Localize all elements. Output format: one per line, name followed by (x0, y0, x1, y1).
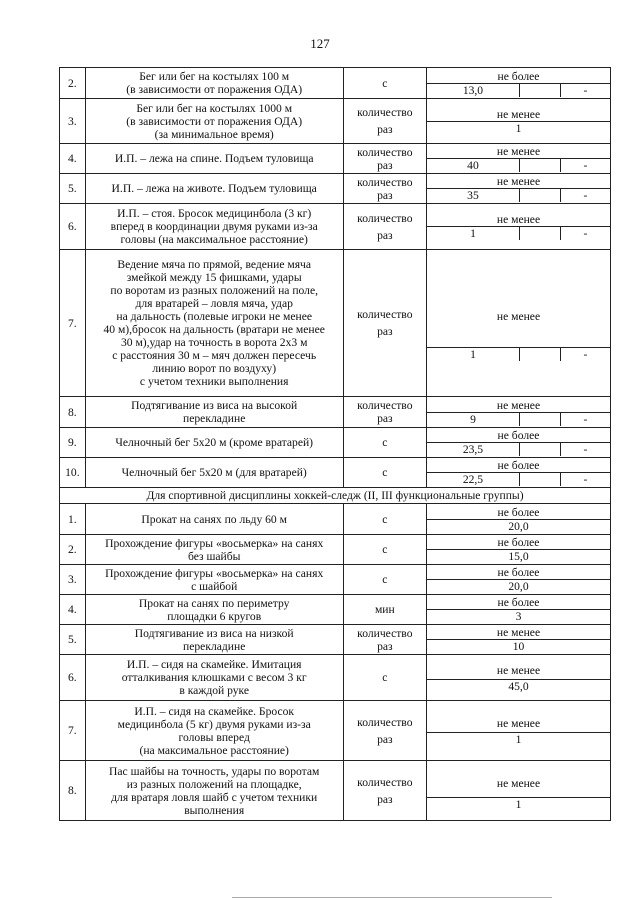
exercise-line: Подтягивание из виса на высокой (131, 399, 298, 412)
unit-cell (343, 535, 426, 565)
unit-line: с (382, 76, 388, 90)
norm-value-3: - (583, 473, 588, 486)
exercise-line: по воротам из разных положений на поле, (110, 284, 318, 297)
unit-cell (343, 701, 426, 761)
norm-cell (426, 428, 610, 458)
norm-value: 3 (515, 610, 522, 623)
exercise-line: Ведение мяча по прямой, ведение мяча (117, 258, 312, 271)
unit-cell (343, 655, 426, 701)
norm-cell (426, 701, 610, 761)
unit-cell (343, 761, 426, 821)
exercise-line: И.П. – стоя. Бросок медицинбола (3 кг) (117, 207, 312, 220)
norm-value: 13,0 (427, 84, 520, 97)
row-number: 5. (60, 174, 86, 204)
unit-cell (343, 99, 426, 144)
row-number: 6. (60, 204, 86, 250)
section-title: Для спортивной дисциплины хоккей-следж (II, III функциональные группы) (60, 488, 611, 504)
exercise-line: змейкой между 15 фишками, удары (126, 271, 302, 284)
norm-value: 20,0 (508, 580, 529, 593)
unit-line: с (382, 543, 388, 556)
table-row (60, 655, 611, 701)
exercise-line: Бег или бег на костылях 100 м (139, 70, 290, 83)
unit-cell (343, 250, 426, 397)
exercise-name (85, 144, 343, 174)
exercise-line: И.П. – лежа на животе. Подъем туловища (111, 182, 317, 195)
row-number: 2. (60, 68, 86, 99)
unit-line: количество (357, 626, 413, 640)
exercise-name (85, 565, 343, 595)
norm-value-3: - (583, 159, 588, 172)
table-row (60, 625, 611, 655)
exercise-name (85, 595, 343, 625)
norm-value-2 (520, 348, 561, 361)
row-number: 9. (60, 428, 86, 458)
unit-cell (343, 397, 426, 428)
criterion-label: не менее (427, 626, 610, 640)
table-row (60, 761, 611, 821)
norm-value: 20,0 (508, 519, 529, 533)
unit-line: с (382, 573, 388, 586)
norm-cell (426, 144, 610, 174)
norm-value: 45,0 (508, 680, 529, 693)
criterion-label: не менее (427, 662, 610, 680)
unit-line: количество (357, 211, 413, 225)
norm-value: 23,5 (427, 443, 520, 456)
criterion-label: не менее (427, 715, 610, 733)
exercise-line: с расстояния 30 м – мяч должен пересечь (112, 349, 317, 362)
norm-value-3: - (583, 443, 588, 456)
exercise-line: Челночный бег 5х20 м (для вратарей) (121, 466, 307, 479)
unit-line: количество (357, 775, 413, 789)
unit-line: раз (377, 639, 393, 653)
norm-value-2 (520, 227, 561, 240)
criterion-label: не менее (427, 145, 610, 159)
table-row (60, 535, 611, 565)
unit-line: количество (357, 715, 413, 729)
norm-value-3: - (583, 412, 588, 426)
norm-value: 1 (427, 227, 520, 240)
exercise-line: медицинбола (5 кг) двумя руками из-за (117, 717, 311, 731)
table-row (60, 428, 611, 458)
exercise-line: из разных положений на площадке, (126, 777, 302, 791)
section-row (60, 488, 611, 504)
exercise-line: (за минимальное время) (154, 127, 274, 141)
row-number: 7. (60, 250, 86, 397)
exercise-line: линию ворот по воздуху) (152, 362, 277, 375)
norm-value: 22,5 (427, 473, 520, 486)
exercise-line: перекладине (183, 639, 246, 653)
exercise-name (85, 535, 343, 565)
exercise-name (85, 250, 343, 397)
exercise-name (85, 174, 343, 204)
norm-cell (426, 397, 610, 428)
row-number: 2. (60, 535, 86, 565)
exercise-line: с шайбой (191, 579, 238, 593)
unit-line: с (382, 671, 388, 684)
row-number: 4. (60, 595, 86, 625)
norm-cell (426, 458, 610, 488)
exercise-line: Прокат на санях по льду 60 м (141, 512, 287, 526)
criterion-label: не менее (427, 175, 610, 189)
unit-line: мин (374, 603, 395, 616)
norm-value: 15,0 (508, 550, 529, 563)
norm-cell (426, 204, 610, 250)
row-number: 8. (60, 761, 86, 821)
norm-value: 9 (427, 413, 520, 426)
norm-value-2 (520, 443, 561, 456)
exercise-line: с учетом техники выполнения (139, 375, 289, 388)
table-row (60, 144, 611, 174)
exercise-line: головы вперед (178, 730, 250, 744)
unit-line: раз (377, 123, 393, 136)
exercise-name (85, 655, 343, 701)
unit-cell (343, 595, 426, 625)
unit-line: количество (357, 308, 413, 321)
exercise-name (85, 761, 343, 821)
unit-line: с (382, 512, 388, 526)
norm-cell (426, 99, 610, 144)
exercise-line: перекладине (183, 412, 246, 425)
row-number: 4. (60, 144, 86, 174)
exercise-line: Пас шайбы на точность, удары по воротам (109, 764, 320, 778)
exercise-line: Бег или бег на костылях 1000 м (136, 101, 293, 115)
norm-value-2 (520, 413, 561, 426)
exercise-line: отталкивания клюшками с весом 3 кг (121, 671, 307, 684)
exercise-line: для вратаря ловля шайб с учетом техники (111, 790, 318, 804)
page-number: 127 (310, 36, 330, 51)
exercise-name (85, 68, 343, 99)
exercise-line: 30 м),удар на точность в ворота 2х3 м (120, 336, 308, 349)
table-row (60, 204, 611, 250)
unit-line: раз (377, 732, 393, 746)
exercise-line: Челночный бег 5х20 м (кроме вратарей) (115, 436, 314, 449)
table-row (60, 595, 611, 625)
unit-cell (343, 68, 426, 99)
unit-cell (343, 504, 426, 535)
criterion-label: не более (427, 70, 610, 84)
norm-value-3: - (583, 189, 588, 202)
table-row (60, 99, 611, 144)
row-number: 7. (60, 701, 86, 761)
norm-cell (426, 68, 610, 99)
norm-value-2 (520, 473, 561, 486)
norm-value: 10 (512, 640, 525, 653)
unit-line: с (382, 436, 388, 449)
norm-value: 40 (427, 159, 520, 172)
criterion-label: не менее (427, 213, 610, 227)
unit-line: раз (377, 412, 393, 425)
table-row (60, 504, 611, 535)
unit-cell (343, 144, 426, 174)
criterion-label: не менее (427, 108, 610, 122)
unit-cell (343, 204, 426, 250)
unit-cell (343, 458, 426, 488)
row-number: 10. (60, 458, 86, 488)
exercise-name (85, 504, 343, 535)
norm-cell (426, 504, 610, 535)
exercise-line: без шайбы (187, 549, 241, 563)
table-row (60, 174, 611, 204)
norm-value-3: - (583, 83, 588, 97)
unit-cell (343, 174, 426, 204)
table-row (60, 397, 611, 428)
row-number: 8. (60, 397, 86, 428)
exercise-line: (на максимальное расстояние) (139, 743, 289, 757)
norm-cell (426, 655, 610, 701)
criterion-label: не более (427, 596, 610, 610)
exercise-line: площадки 6 кругов (167, 609, 262, 623)
unit-cell (343, 625, 426, 655)
exercise-line: на дальность (полевые игроки не менее (116, 310, 312, 323)
norm-value-2 (520, 189, 561, 202)
norm-value: 35 (427, 189, 520, 202)
row-number: 6. (60, 655, 86, 701)
table-row (60, 565, 611, 595)
exercise-line: Подтягивание из виса на низкой (134, 626, 294, 640)
norm-cell (426, 761, 610, 821)
norm-cell (426, 625, 610, 655)
exercise-line: Прокат на санях по периметру (138, 596, 290, 610)
exercise-line: И.П. – сидя на скамейке. Бросок (134, 704, 295, 718)
unit-line: раз (377, 792, 393, 806)
exercise-name (85, 204, 343, 250)
exercise-name (85, 701, 343, 761)
norm-cell (426, 250, 610, 397)
norm-value-2 (520, 84, 561, 97)
row-number: 1. (60, 504, 86, 535)
unit-line: количество (357, 106, 413, 119)
norm-value: 1 (427, 348, 520, 361)
exercise-line: головы (на максимальное расстояние) (120, 233, 308, 246)
exercise-name (85, 625, 343, 655)
unit-line: раз (377, 158, 393, 172)
norm-cell (426, 174, 610, 204)
unit-line: раз (377, 228, 393, 242)
table-row (60, 701, 611, 761)
exercise-line: Прохождение фигуры «восьмерка» на санях (105, 536, 324, 550)
exercise-line: в каждой руке (179, 684, 250, 697)
norm-value: 1 (515, 733, 522, 746)
unit-line: раз (377, 325, 393, 338)
exercise-line: И.П. – лежа на спине. Подъем туловища (114, 152, 314, 165)
exercise-line: Прохождение фигуры «восьмерка» на санях (105, 566, 324, 580)
unit-line: количество (357, 175, 413, 189)
exercise-name (85, 397, 343, 428)
criterion-label: не более (427, 506, 610, 520)
row-number: 3. (60, 565, 86, 595)
table-row (60, 250, 611, 397)
exercise-name (85, 458, 343, 488)
exercise-line: (в зависимости от поражения ОДА) (126, 114, 303, 128)
scan-edge-line (232, 897, 552, 898)
norm-value-2 (520, 159, 561, 172)
criterion-label: не более (427, 566, 610, 580)
unit-line: с (382, 466, 388, 479)
standards-table (59, 67, 611, 821)
norm-value: 1 (515, 798, 522, 811)
table-row (60, 68, 611, 99)
norm-value-3: - (583, 227, 588, 240)
criterion-label: не более (427, 459, 610, 473)
norm-cell (426, 535, 610, 565)
exercise-name (85, 99, 343, 144)
row-number: 3. (60, 99, 86, 144)
unit-line: количество (357, 399, 413, 412)
exercise-line: выполнения (184, 803, 245, 817)
norm-value-3: - (583, 348, 588, 361)
criterion-label: не менее (427, 399, 610, 413)
criterion-label: не менее (427, 770, 610, 798)
unit-cell (343, 428, 426, 458)
norm-value: 1 (515, 121, 522, 135)
unit-line: количество (357, 145, 413, 159)
exercise-line: 40 м),бросок на дальность (вратари не менее (103, 323, 325, 336)
unit-cell (343, 565, 426, 595)
table-row (60, 458, 611, 488)
norm-cell (426, 595, 610, 625)
exercise-line: (в зависимости от поражения ОДА) (126, 83, 303, 96)
exercise-name (85, 428, 343, 458)
norm-cell (426, 565, 610, 595)
exercise-line: вперед в координации двумя руками из-за (110, 220, 318, 233)
criterion-label: не менее (427, 285, 610, 348)
exercise-line: для вратарей – ловля мяча, удар (135, 297, 293, 310)
row-number: 5. (60, 625, 86, 655)
unit-line: раз (377, 188, 393, 202)
criterion-label: не более (427, 429, 610, 443)
criterion-label: не более (427, 536, 610, 550)
exercise-line: И.П. – сидя на скамейке. Имитация (126, 658, 302, 671)
